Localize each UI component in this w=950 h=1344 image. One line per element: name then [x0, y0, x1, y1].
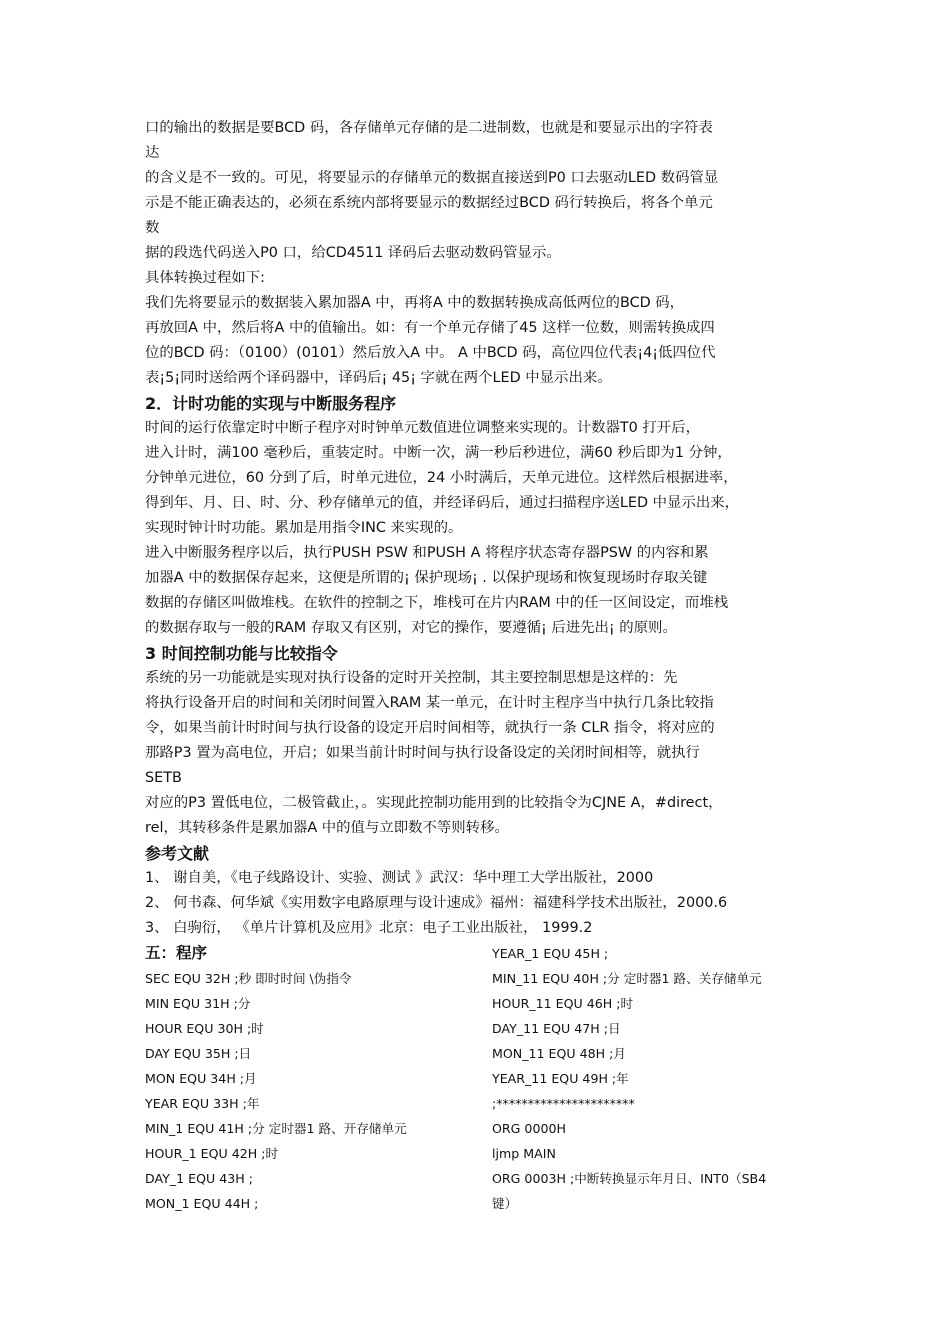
text-line: 示是不能正确表达的，必须在系统内部将要显示的数据经过BCD 码行转换后，将各个单元: [145, 195, 713, 211]
text-line: 加器A 中的数据保存起来，这便是所谓的¡ 保护现场¡ . 以保护现场和恢复现场时存取关键: [145, 570, 708, 586]
code-line: HOUR_1 EQU 42H ;时: [145, 1146, 279, 1161]
code-line: MIN_1 EQU 41H ;分 定时器1 路、开存储单元: [145, 1121, 407, 1136]
text-line: 将执行设备开启的时间和关闭时间置入RAM 某一单元，在计时主程序当中执行几条比较指: [145, 695, 714, 711]
text-line: 实现时钟计时功能。累加是用指令INC 来实现的。: [145, 520, 463, 536]
document-page: [145, 116, 815, 1221]
text-line: 的含义是不一致的。可见，将要显示的存储单元的数据直接送到P0 口去驱动LED 数码管显: [145, 170, 719, 186]
references-heading: 参考文献: [145, 844, 210, 863]
text-line: 表¡5¡同时送给两个译码器中，译码后¡ 45¡ 字就在两个LED 中显示出来。: [145, 370, 612, 386]
code-line: ;**********************: [492, 1096, 635, 1111]
code-line: YEAR_11 EQU 49H ;年: [492, 1071, 629, 1086]
section-2: [145, 391, 815, 641]
text-line: 具体转换过程如下:: [145, 270, 265, 286]
code-line: HOUR EQU 30H ;时: [145, 1021, 264, 1036]
program-listing: [145, 941, 815, 1221]
section-heading: 3 时间控制功能与比较指令: [145, 644, 338, 663]
code-line: MIN EQU 31H ;分: [145, 996, 251, 1011]
code-line: DAY_1 EQU 43H ;: [145, 1171, 253, 1186]
text-line: 对应的P3 置低电位，二极管截止，。实现此控制功能用到的比较指令为CJNE A，#direct，: [145, 795, 723, 811]
code-line: MIN_11 EQU 40H ;分 定时器1 路、关存储单元: [492, 971, 762, 986]
program-left-column: [145, 941, 485, 1216]
code-line: YEAR_1 EQU 45H ;: [492, 946, 609, 961]
code-line: 键）: [492, 1196, 518, 1211]
code-line: MON_1 EQU 44H ;: [145, 1196, 259, 1211]
text-line: 令，如果当前计时时间与执行设备的设定开启时间相等，就执行一条 CLR 指令，将对应的: [145, 720, 715, 736]
reference-item: 3、 白驹衍， 《单片计算机及应用》北京：电子工业出版社， 1999.2: [145, 920, 593, 936]
text-line: SETB: [145, 770, 182, 786]
text-line: 数: [145, 220, 160, 236]
code-line: SEC EQU 32H ;秒 即时时间 \伪指令: [145, 971, 352, 986]
code-line: DAY EQU 35H ;日: [145, 1046, 252, 1061]
code-line: ORG 0000H: [492, 1121, 566, 1136]
program-right-column: [492, 941, 822, 1216]
code-line: MON EQU 34H ;月: [145, 1071, 257, 1086]
text-line: 位的BCD 码：（0100）(0101）然后放入A 中。 A 中BCD 码，高位四位代表¡4¡低四位代: [145, 345, 716, 361]
text-line: 再放回A 中，然后将A 中的值输出。如：有一个单元存储了45 这样一位数，则需转换成四: [145, 320, 715, 336]
code-line: ljmp MAIN: [492, 1146, 556, 1161]
references-section: [145, 841, 815, 941]
text-line: 数据的存储区叫做堆栈。在软件的控制之下，堆栈可在片内RAM 中的任一区间设定，而堆栈: [145, 595, 729, 611]
text-line: 达: [145, 145, 160, 161]
reference-item: 2、 何书森、何华斌《实用数字电路原理与设计速成》福州：福建科学技术出版社，2000.6: [145, 895, 728, 911]
text-line: 分钟单元进位，60 分到了后，时单元进位，24 小时满后，天单元进位。这样然后根据进率，: [145, 470, 738, 486]
text-line: 的数据存取与一般的RAM 存取又有区别，对它的操作，要遵循¡ 后进先出¡ 的原则。: [145, 620, 677, 636]
text-line: 那路P3 置为高电位，开启；如果当前计时时间与执行设备设定的关闭时间相等，就执行: [145, 745, 700, 761]
text-line: 进入计时，满100 毫秒后，重装定时。中断一次，满一秒后秒进位，满60 秒后即为1 分钟，: [145, 445, 732, 461]
text-line: rel，其转移条件是累加器A 中的值与立即数不等则转移。: [145, 820, 509, 836]
code-line: YEAR EQU 33H ;年: [145, 1096, 260, 1111]
text-line: 据的段选代码送入P0 口，给CD4511 译码后去驱动数码管显示。: [145, 245, 561, 261]
intro-paragraph: [145, 116, 815, 391]
section-heading: 2．计时功能的实现与中断服务程序: [145, 394, 397, 413]
text-line: 得到年、月、日、时、分、秒存储单元的值，并经译码后，通过扫描程序送LED 中显示出来，: [145, 495, 740, 511]
text-line: 进入中断服务程序以后，执行PUSH PSW 和PUSH A 将程序状态寄存器PSW 的内容和累: [145, 545, 709, 561]
code-line: HOUR_11 EQU 46H ;时: [492, 996, 634, 1011]
program-heading: 五：程序: [145, 944, 208, 962]
code-line: ORG 0003H ;中断转换显示年月日、INT0（SB4: [492, 1171, 767, 1186]
code-line: DAY_11 EQU 47H ;日: [492, 1021, 621, 1036]
text-line: 时间的运行依靠定时中断子程序对时钟单元数值进位调整来实现的。计数器T0 打开后，: [145, 420, 700, 436]
reference-item: 1、 谢自美，《电子线路设计、实验、测试 》武汉：华中理工大学出版社，2000: [145, 870, 654, 886]
section-3: [145, 641, 815, 841]
text-line: 我们先将要显示的数据装入累加器A 中，再将A 中的数据转换成高低两位的BCD 码，: [145, 295, 685, 311]
text-line: 口的输出的数据是要BCD 码，各存储单元存储的是二进制数，也就是和要显示出的字符表: [145, 120, 713, 136]
text-line: 系统的另一功能就是实现对执行设备的定时开关控制，其主要控制思想是这样的：先: [145, 670, 678, 686]
code-line: MON_11 EQU 48H ;月: [492, 1046, 626, 1061]
